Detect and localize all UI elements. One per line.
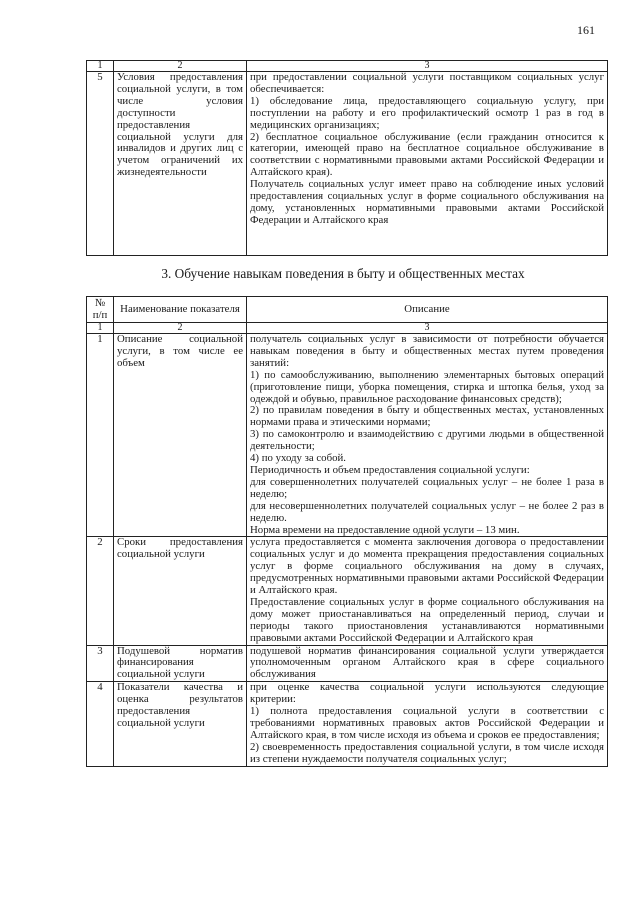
page-number: 161 [577, 23, 595, 37]
indicator-name: Показатели качества и оценка результатов предоставления социальной услуги [114, 682, 247, 766]
table-row [87, 682, 608, 766]
header-row [87, 297, 608, 323]
indicator-name: Сроки предоставления социальной услуги [114, 537, 247, 645]
column-index: 3 [247, 61, 608, 72]
section-title: 3. Обучение навыкам поведения в быту и общественных местах [161, 266, 525, 281]
header-number: № п/п [87, 297, 114, 323]
column-index: 2 [114, 61, 247, 72]
column-index-row [87, 323, 608, 334]
row-number: 5 [87, 72, 114, 256]
indicator-description: при предоставлении социальной услуги поставщиком социальных услуг обеспечивается: 1) обследование лица, предоставляющего социальную услугу, при поступлении на работу и его профилактический осмотр 1 раз в год в медицинских организациях; 2) бесплатное социальное обслуживание (если гражданин относится к категории, имеющей право на бесплатное социальное обслуживание в соответствии с нормативными правовыми актами Российской Федерации и Алтайского края). Получатель социальных услуг имеет право на соблюдение иных условий предоставления социальных услуг в форме социального обслуживания на дому, установленных нормативными правовыми актами Российской Федерации и Алтайского края [247, 72, 608, 256]
indicator-name: Описание социальной услуги, в том числе ее объем [114, 334, 247, 537]
column-index: 1 [87, 323, 114, 334]
row-number: 2 [87, 537, 114, 645]
row-number: 3 [87, 645, 114, 682]
table-row [87, 334, 608, 537]
header-name: Наименование показателя [114, 297, 247, 323]
indicator-description: при оценке качества социальной услуги используются следующие критерии: 1) полнота предоставления социальной услуги в соответствии с требованиями нормативных правовых актов Российской Федерации и Алтайского края, в том числе исходя из объема и сроков ее предоставления; 2) своевременность предоставления социальной услуги, в том числе исходя из степени нуждаемости получателя социальных услуг; [247, 682, 608, 766]
table-row [87, 537, 608, 645]
table-row [87, 645, 608, 682]
services-conditions-table [86, 60, 608, 256]
indicator-description: подушевой норматив финансирования социальной услуги утверждается уполномоченным органом Алтайского края в сфере социального обслуживания [247, 645, 608, 682]
indicator-description: услуга предоставляется с момента заключения договора о предоставлении социальных услуг и до момента прекращения предоставления социальных услуг в форме социального обслуживания на дому в случаях, предусмотренных нормативными правовыми актами Российской Федерации и Алтайского края. Предоставление социальных услуг в форме социального обслуживания на дому может приостанавливаться на определенный период, случаи и периоды такого приостановления устанавливаются нормативными правовыми актами Российской Федерации и Алтайского края [247, 537, 608, 645]
header-description: Описание [247, 297, 608, 323]
indicator-name: Условия предоставления социальной услуги, в том числе условия доступности предоставления социальной услуги для инвалидов и других лиц с учетом ограничений их жизнедеятельности [114, 72, 247, 256]
service-description-table [86, 296, 608, 767]
column-index: 3 [247, 323, 608, 334]
indicator-name: Подушевой норматив финансирования социальной услуги [114, 645, 247, 682]
indicator-description: получатель социальных услуг в зависимости от потребности обучается навыкам поведения в быту и общественных местах путем проведения занятий: 1) по самообслуживанию, выполнению элементарных бытовых операций (приготовление пищи, уборка помещения, стирка и штопка белья, уход за одеждой и обувью, правильное расходование финансовых средств); 2) по правилам поведения в быту и общественных местах, установленных нормами права и этическими нормами; 3) по самоконтролю и взаимодействию с другими людьми в общественной деятельности; 4) по уходу за собой. Периодичность и объем предоставления социальной услуги: для совершеннолетних получателей социальных услуг – не более 1 раза в неделю; для несовершеннолетних получателей социальных услуг – не более 2 раз в неделю. Норма времени на предоставление одной услуги – 13 мин. [247, 334, 608, 537]
column-index: 1 [87, 61, 114, 72]
column-index-row [87, 61, 608, 72]
row-number: 4 [87, 682, 114, 766]
column-index: 2 [114, 323, 247, 334]
row-number: 1 [87, 334, 114, 537]
table-row [87, 72, 608, 256]
